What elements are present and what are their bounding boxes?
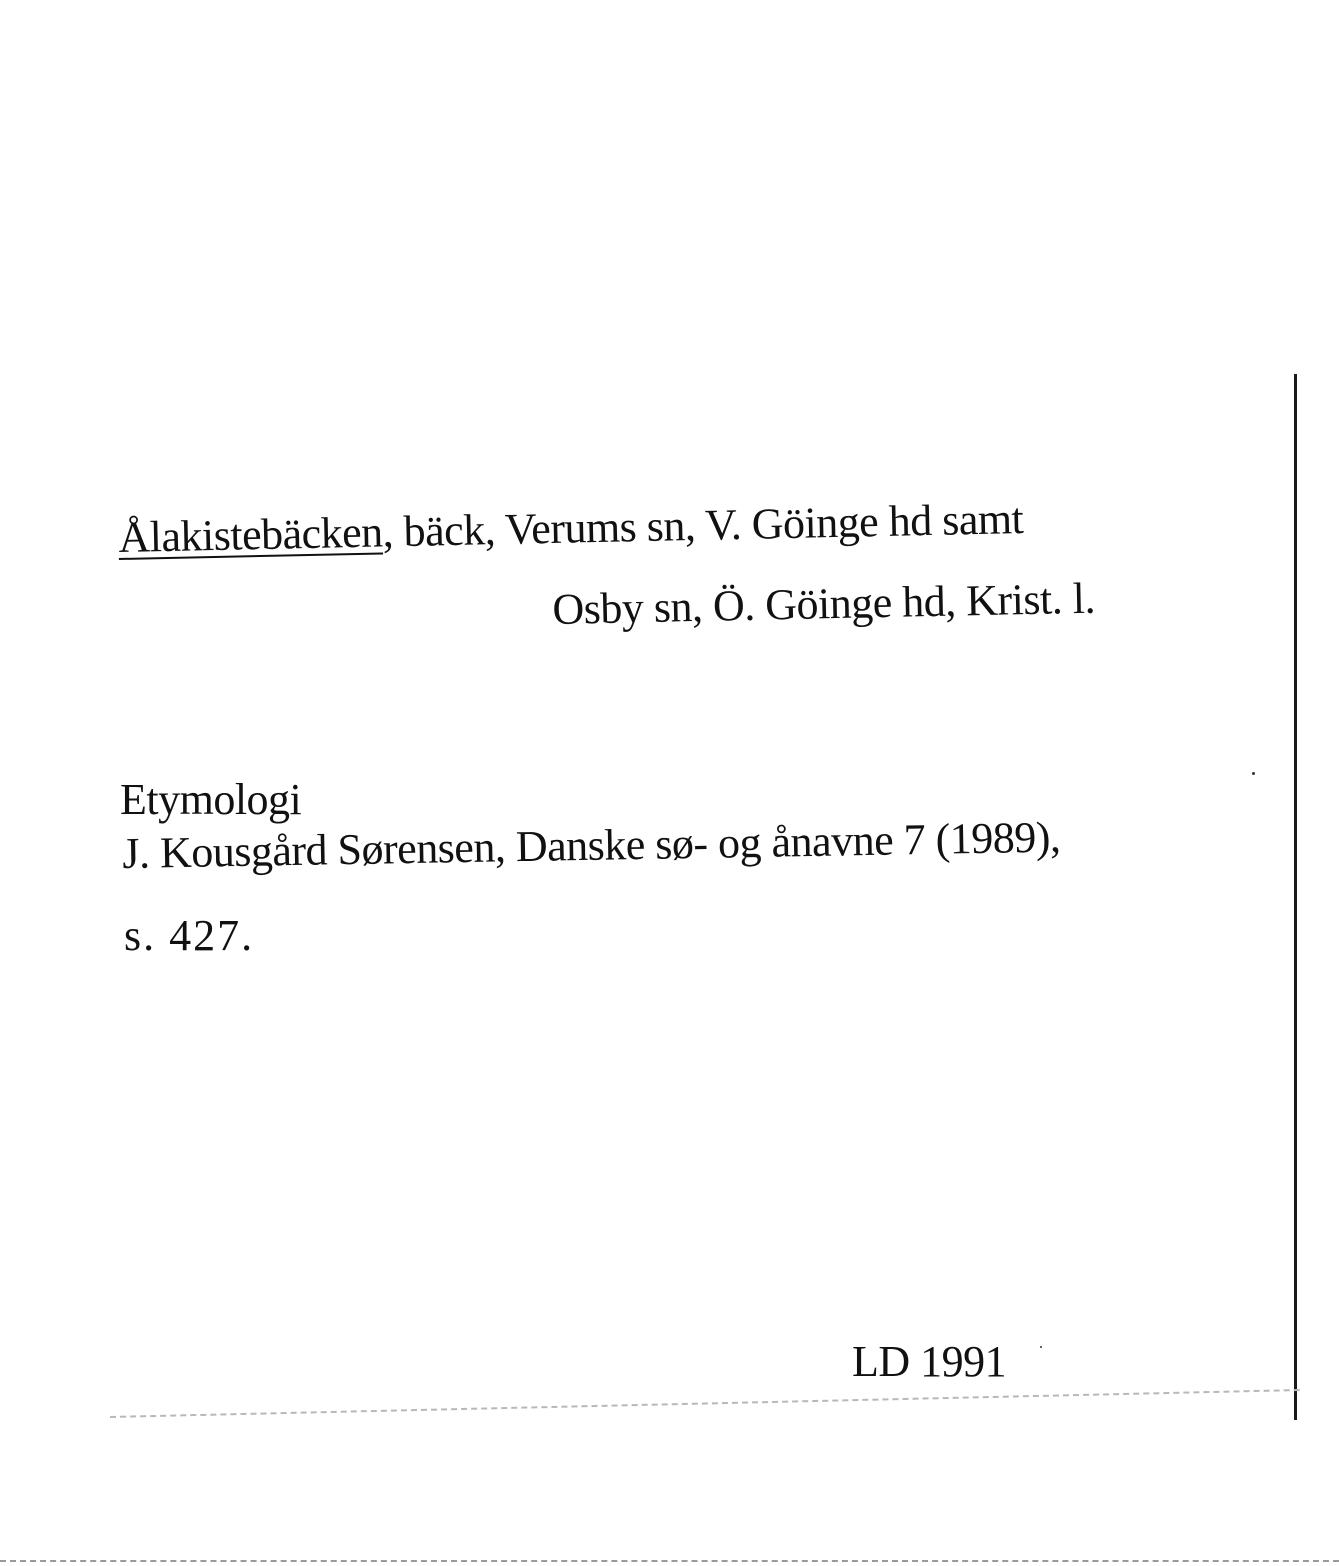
entry-heading-line (117, 494, 1024, 562)
card-right-border (1294, 374, 1297, 1420)
entry-location-line: Osby sn, Ö. Göinge hd, Krist. l. (551, 573, 1096, 634)
etymology-reference: J. Kousgård Sørensen, Danske sø- og ånavne 7 (1989), (121, 812, 1061, 878)
headword: Ålakistebäcken (117, 507, 384, 562)
etymology-page-reference: s. 427. (124, 911, 255, 960)
scan-speck (1252, 772, 1255, 775)
scan-bottom-edge (0, 1560, 1339, 1562)
card-bottom-edge (110, 1389, 1300, 1418)
entry-description: , bäck, Verums sn, V. Göinge hd samt (382, 494, 1024, 557)
signature: LD 1991 (852, 1337, 1007, 1386)
etymology-label: Etymologi (120, 775, 302, 824)
scan-speck (1040, 1346, 1042, 1348)
